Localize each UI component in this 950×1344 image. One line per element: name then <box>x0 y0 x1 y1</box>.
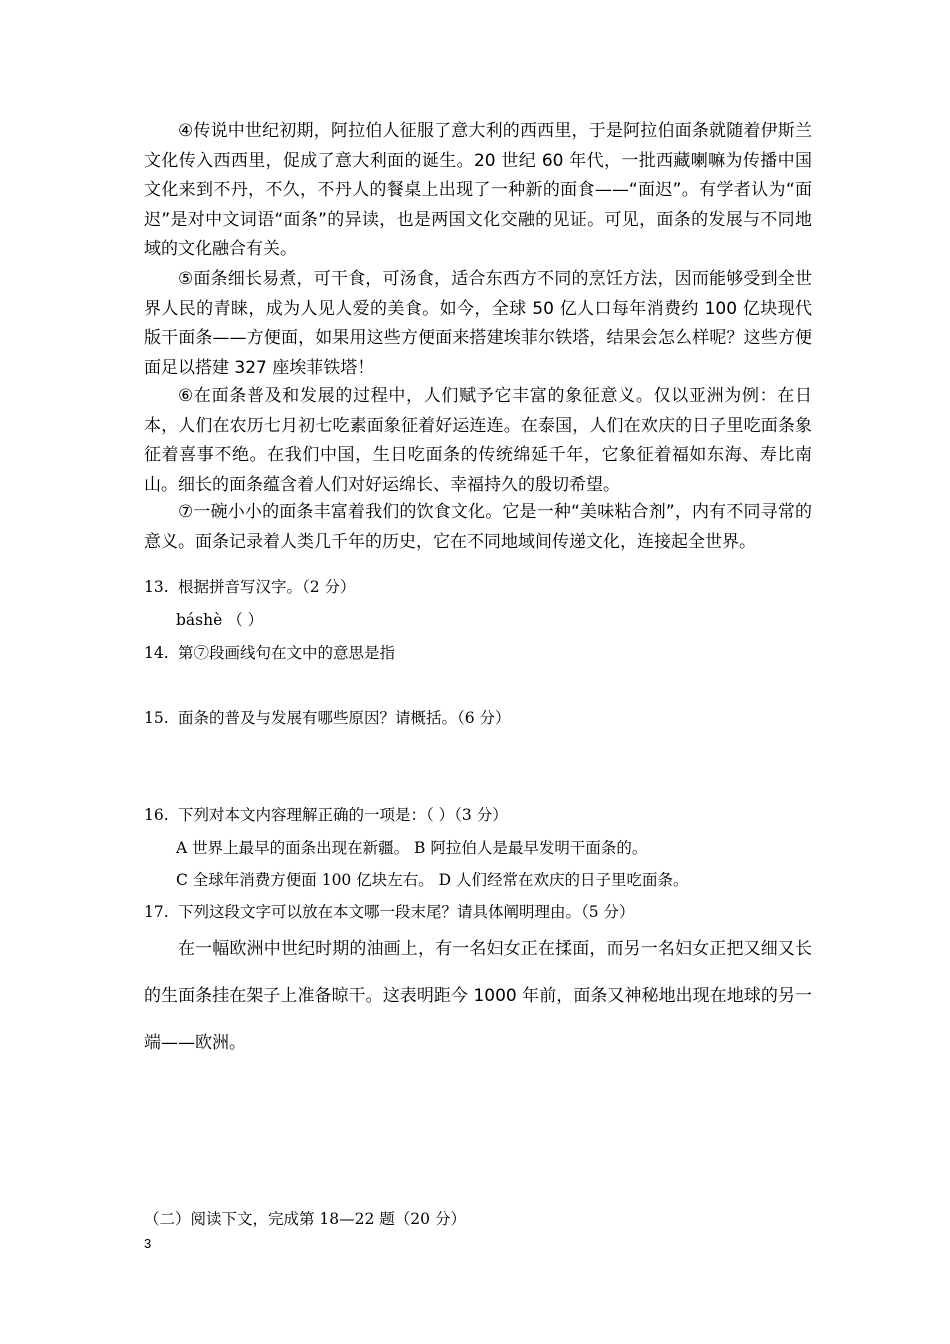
question-number: 17. <box>144 903 169 921</box>
question-13 <box>144 576 356 598</box>
question-text: 下列对本文内容理解正确的一项是：（ ）（3 分） <box>178 806 508 824</box>
section-heading: （二）阅读下文，完成第 18—22 题（20 分） <box>144 1210 466 1228</box>
question-text: 面条的普及与发展有哪些原因？请概括。（6 分） <box>178 709 511 727</box>
question-text: 根据拼音写汉字。（2 分） <box>178 578 356 596</box>
question-15 <box>144 707 511 729</box>
question-16-options-cd: C 全球年消费方便面 100 亿块左右。 D 人们经常在欢庆的日子里吃面条。 <box>176 871 689 889</box>
question-13-pinyin-blank: báshè （ ） <box>176 611 264 629</box>
paragraph-6: ⑥在面条普及和发展的过程中，人们赋予它丰富的象征意义。仅以亚洲为例：在日本，人们在农历七月初七吃素面象征着好运连连。在泰国，人们在欢庆的日子里吃面条象征着喜事不绝。在我们中国，生日吃面条的传统绵延千年，它象征着福如东海、寿比南山。细长的面条蕴含着人们对好运绵长、幸福持久的殷切希望。 <box>144 386 812 495</box>
question-17 <box>144 901 635 923</box>
paragraph-4: ④传说中世纪初期，阿拉伯人征服了意大利的西西里，于是阿拉伯面条就随着伊斯兰文化传入西西里，促成了意大利面的诞生。20 世纪 60 年代，一批西藏喇嘛为传播中国文化来到不丹，不久，不丹人的餐桌上出现了一种新的面食——“面迟”。有学者认为“面迟”是对中文词语“面条”的异读，也是两国文化交融的见证。可见，面条的发展与不同地域的文化融合有关。 <box>144 121 812 259</box>
paragraph-7: ⑦一碗小小的面条丰富着我们的饮食文化。它是一种“美味粘合剂”，内有不同寻常的意义。面条记录着人类几千年的历史，它在不同地域间传递文化，连接起全世界。 <box>144 502 812 552</box>
question-number: 13. <box>144 578 169 596</box>
question-16-options-ab: A 世界上最早的面条出现在新疆。 B 阿拉伯人是最早发明干面条的。 <box>176 839 648 857</box>
question-text: 下列这段文字可以放在本文哪一段末尾？请具体阐明理由。（5 分） <box>178 903 635 921</box>
question-14 <box>144 642 395 664</box>
question-number: 16. <box>144 806 169 824</box>
page-number: 3 <box>144 1236 152 1251</box>
paragraph-5: ⑤面条细长易煮，可干食，可汤食，适合东西方不同的烹饪方法，因而能够受到全世界人民的青睐，成为人见人爱的美食。如今，全球 50 亿人口每年消费约 100 亿块现代版干面条——方便面，如果用这些方便面来搭建埃菲尔铁塔，结果会怎么样呢？这些方便面足以搭建 327 座埃菲铁塔！ <box>144 269 812 378</box>
question-17-excerpt: 在一幅欧洲中世纪时期的油画上，有一名妇女正在揉面，而另一名妇女正把又细又长的生面条挂在架子上准备晾干。这表明距今 1000 年前，面条又神秘地出现在地球的另一端——欧洲。 <box>144 939 812 1053</box>
question-text: 第⑦段画线句在文中的意思是指 <box>178 644 396 662</box>
question-number: 14. <box>144 644 169 662</box>
question-16 <box>144 804 508 826</box>
question-number: 15. <box>144 709 169 727</box>
